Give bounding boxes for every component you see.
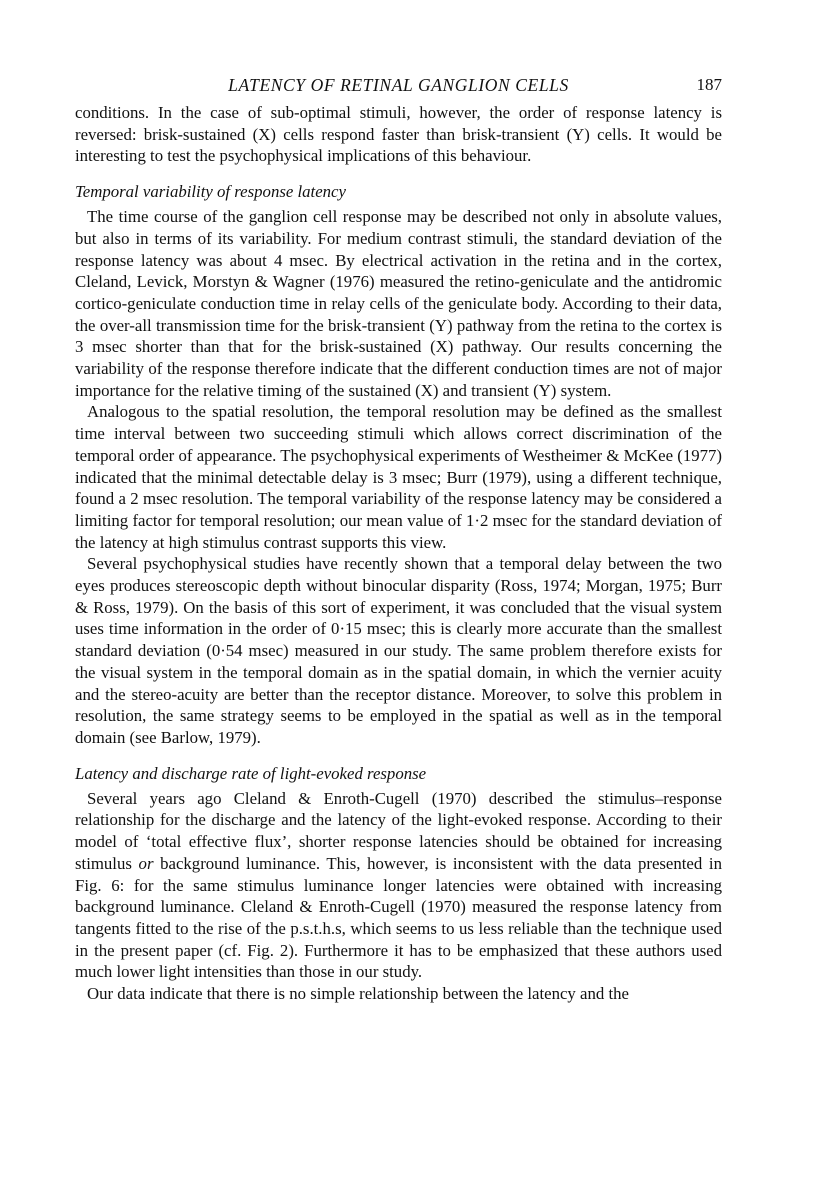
paragraph-latency-discharge-2: Our data indicate that there is no simple relationship between the latency and the — [87, 984, 629, 1004]
body-text — [75, 102, 722, 1005]
journal-page — [75, 70, 722, 1005]
paragraph-text-part: Several years ago Cleland & Enroth-Cugell (1970) described the stimulus–response relationship for the discharge and the latency of the light-evoked response. According to their model of ‘total effective flux’, shorter response latencies should be obtained for increasing stimulus — [75, 788, 722, 873]
emphasis-or: or — [138, 853, 154, 873]
paragraph-latency-discharge-1 — [75, 788, 722, 983]
section-heading-temporal-variability: Temporal variability of response latency — [75, 182, 346, 202]
page-number: 187 — [696, 75, 722, 94]
section-heading-latency-discharge: Latency and discharge rate of light-evoked response — [75, 763, 427, 783]
paragraph-text-part: background luminance. This, however, is inconsistent with the data presented in Fig. 6: for the same stimulus luminance longer latencies were obtained with increasing background luminance. Cleland & Enroth-Cugell (1970) measured the response latency from tangents fitted to the rise of the p.s.t.h.s, which seems to us less reliable than the technique used in the present paper (cf. Fig. 2). Furthermore it has to be emphasized that these authors used much lower light intensities than those in our study. — [75, 853, 722, 982]
paragraph-temporal-variability-2: Analogous to the spatial resolution, the temporal resolution may be defined as the smallest time interval between two succeeding stimuli which allows correct discrimination of the temporal order of appearance. The psychophysical experiments of Westheimer & McKee (1977) indicated that the minimal detectable delay is 3 msec; Burr (1979), using a different technique, found a 2 msec resolution. The temporal variability of the response latency may be considered a limiting factor for temporal resolution; our mean value of 1·2 msec for the standard deviation of the latency at high stimulus contrast supports this view. — [75, 402, 722, 552]
paragraph-temporal-variability-3: Several psychophysical studies have recently shown that a temporal delay between the two eyes produces stereoscopic depth without binocular disparity (Ross, 1974; Morgan, 1975; Burr & Ross, 1979). On the basis of this sort of experiment, it was concluded that the visual system uses time information in the order of 0·15 msec; this is clearly more accurate than the smallest standard deviation (0·54 msec) measured in our study. The same problem therefore exists for the visual system in the temporal domain as in the spatial domain, in which the vernier acuity and the stereo-acuity are better than the receptor distance. Moreover, to solve this problem in resolution, the same strategy seems to be employed in the spatial as well as in the temporal domain (see Barlow, 1979). — [75, 554, 722, 747]
paragraph-temporal-variability-1: The time course of the ganglion cell response may be described not only in absolute values, but also in terms of its variability. For medium contrast stimuli, the standard deviation of the response latency was about 4 msec. By electrical activation in the retina and in the cortex, Cleland, Levick, Morstyn & Wagner (1976) measured the retino-geniculate and the antidromic cortico-geniculate conduction time in relay cells of the geniculate body. According to their data, the over-all transmission time for the brisk-transient (Y) pathway from the retina to the cortex is 3 msec shorter than that for the brisk-sustained (X) pathway. Our results concerning the variability of the response therefore indicate that the different conduction times are not of major importance for the relative timing of the sustained (X) and transient (Y) system. — [75, 207, 722, 400]
page-header — [75, 70, 722, 100]
intro-paragraph: conditions. In the case of sub-optimal stimuli, however, the order of response latency is reversed: brisk-sustained (X) cells respond faster than brisk-transient (Y) cells. It would be interesting to test the psychophysical implications of this behaviour. — [75, 103, 722, 166]
running-title: LATENCY OF RETINAL GANGLION CELLS — [228, 75, 569, 95]
